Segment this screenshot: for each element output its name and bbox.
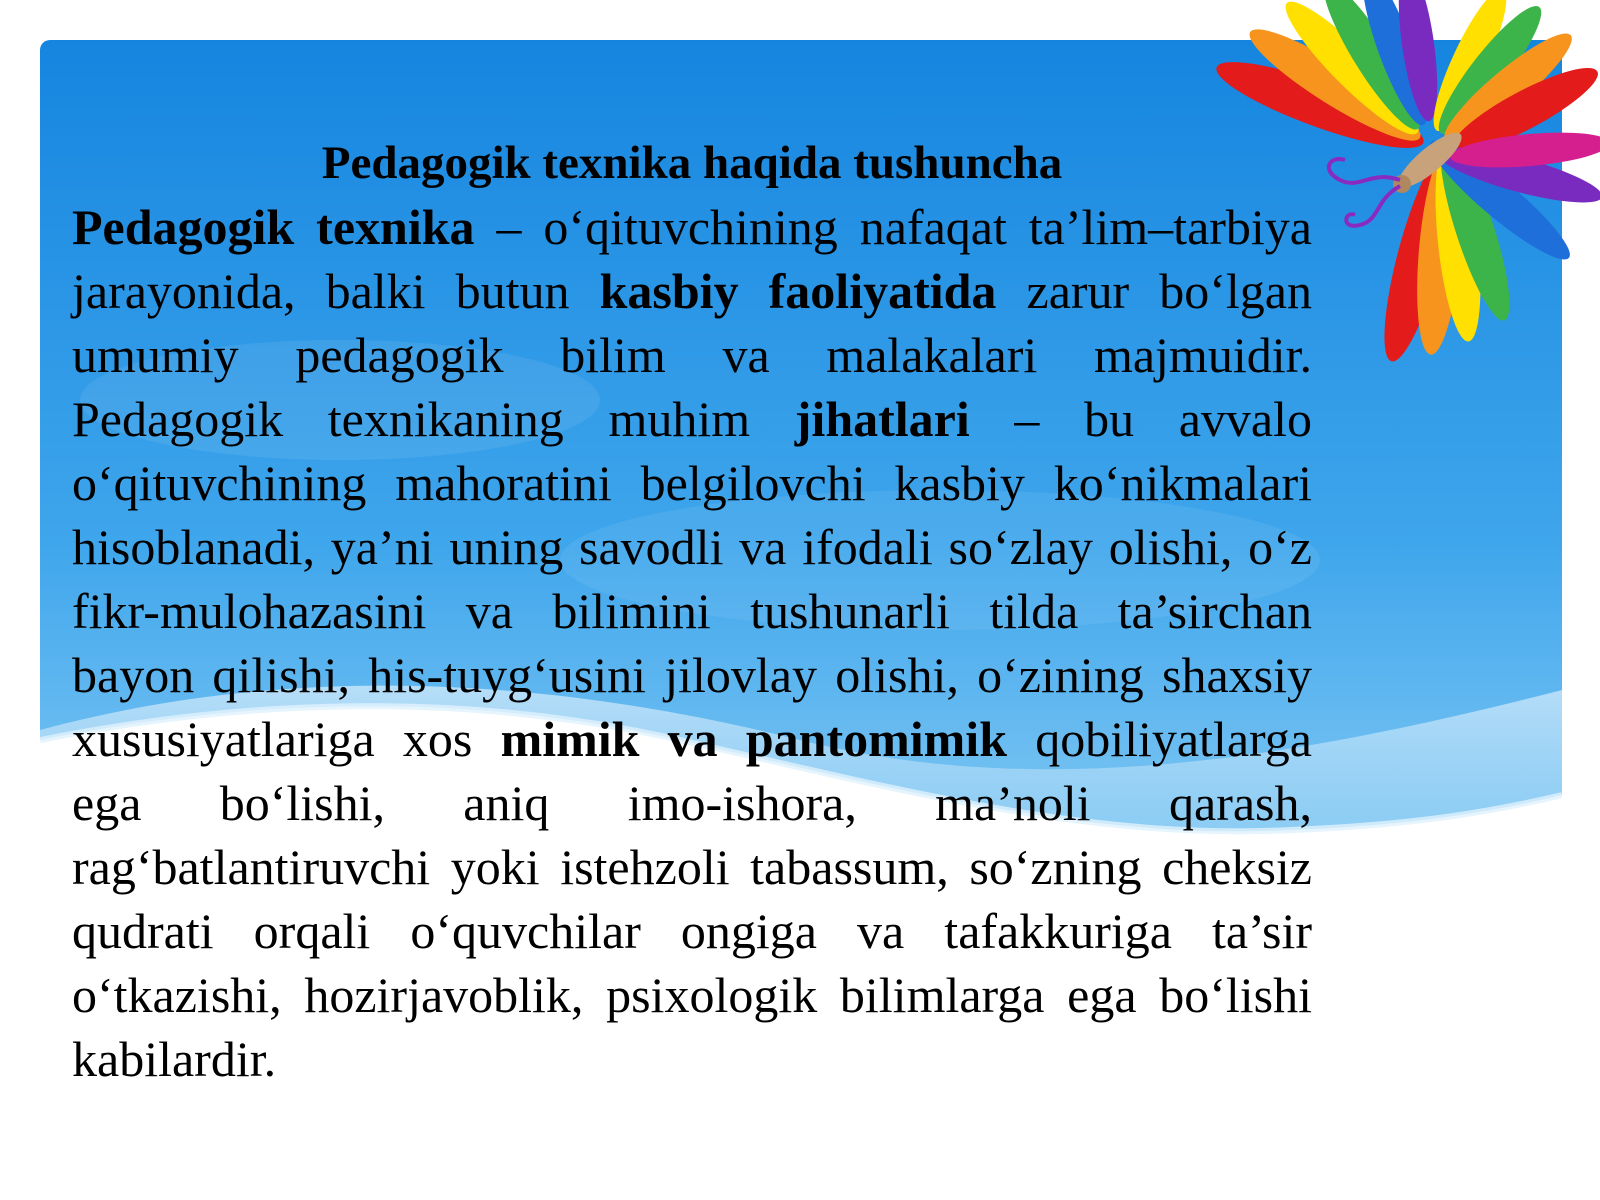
text-segment: qobiliyatlarga ega bo‘lishi, aniq imo-ishora, ma’noli qarash, rag‘batlantiruvchi yoki istehzoli tabassum, so‘zning cheksiz qudrati orqali o‘quvchilar ongiga va tafakkuriga ta’sir o‘tkazishi, hozirjavoblik, psixologik bilimlarga ega bo‘lishi kabilardir. (72, 711, 1312, 1087)
term-jihatlari: jihatlari (794, 391, 970, 447)
text-segment: – o‘qituvchining nafaqat ta’lim–tarbiya jarayonida, balki butun (72, 199, 1312, 319)
term-kasbiy-faoliyatida: kasbiy faoliyatida (599, 263, 997, 319)
text-segment: zarur bo‘lgan umumiy pedagogik bilim va malakalari majmuidir. Pedagogik texnikaning muhim (72, 263, 1313, 447)
body-paragraph (72, 195, 1312, 1091)
term-pedagogik-texnika: Pedagogik texnika (72, 199, 475, 255)
text-segment: – bu avvalo o‘qituvchining mahoratini belgilovchi kasbiy ko‘nikmalari hisoblanadi, ya’ni uning savodli va ifodali so‘zlay olishi, o‘z fikr-mulohazasini va bilimini tushunarli tilda ta’sirchan bayon qilishi, his-tuyg‘usini jilovlay olishi, o‘zining shaxsiy xususiyatlariga xos (72, 391, 1312, 767)
slide-title: Pedagogik texnika haqida tushuncha (321, 137, 1063, 189)
term-mimik-va-pantomimik: mimik va pantomimik (500, 711, 1007, 767)
